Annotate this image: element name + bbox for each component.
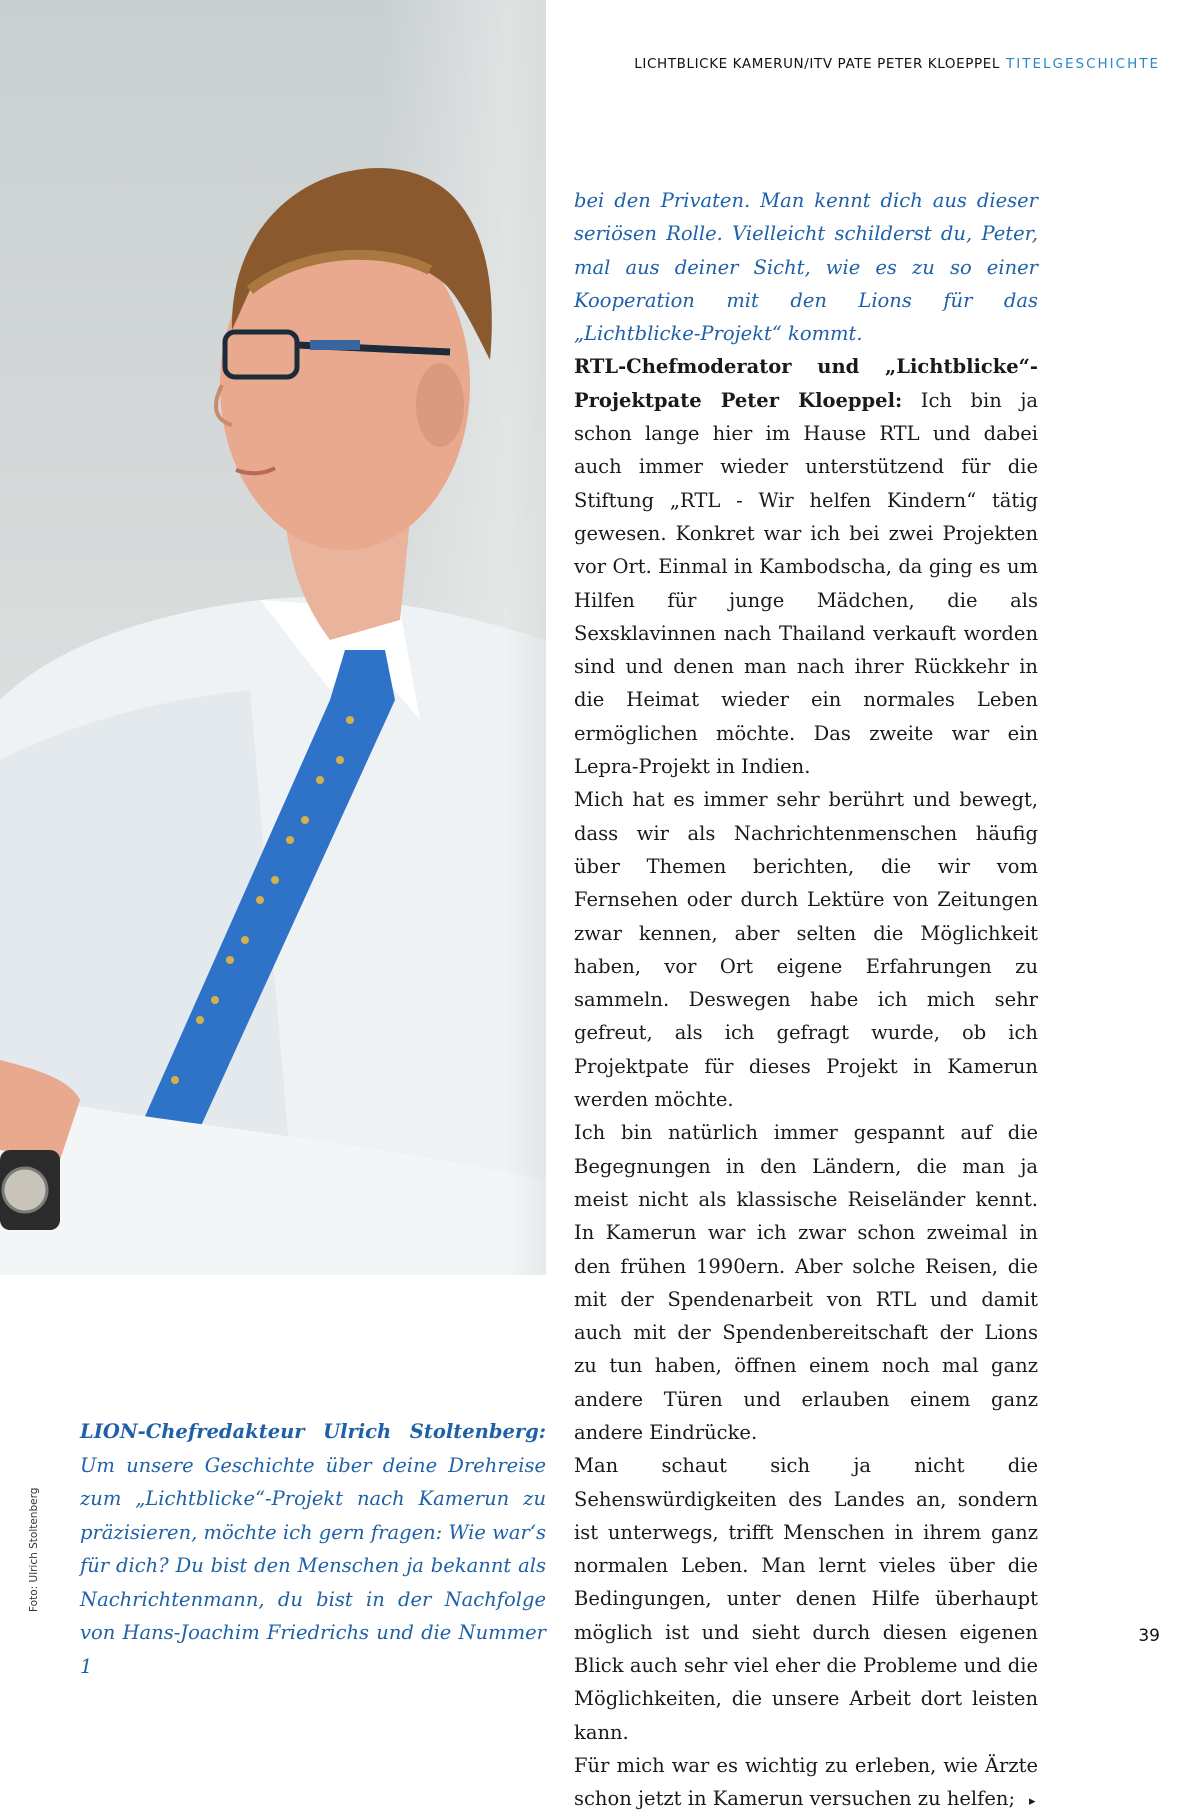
person-illustration — [0, 0, 546, 1275]
page-number: 39 — [1138, 1626, 1160, 1646]
section-label: TITELGESCHICHTE — [1006, 56, 1160, 72]
portrait-photo — [0, 0, 546, 1275]
running-title: LICHTBLICKE KAMERUN/ITV PATE PETER KLOEPPEL — [634, 56, 1000, 72]
photo-credit: Foto: Ulrich Stoltenberg — [28, 1487, 40, 1612]
continue-arrow-icon: ▸ — [1029, 1794, 1036, 1810]
question-continuation: bei den Privaten. Man kennt dich aus dieser seriösen Rolle. Vielleicht schilderst du, Peter, mal aus deiner Sicht, wie es zu so einer Kooperation mit den Lions für das „Lichtblicke-Projekt“ kommt. — [574, 189, 1038, 346]
answer-speaker: RTL-Chefmoderator und „Lichtblicke“-Projektpate Peter Kloeppel: — [574, 355, 1038, 412]
body-paragraph-last — [574, 1749, 1038, 1819]
body-paragraph: Mich hat es immer sehr berührt und bewegt, dass wir als Nachrichtenmenschen häufig über Themen berichten, die wir vom Fernsehen oder durch Lektüre von Zeitungen zwar kennen, aber selten die Möglichkeit haben, vor Ort eigene Erfahrungen zu sammeln. Deswegen habe ich mich sehr gefreut, als ich gefragt wurde, ob ich Projektpate für dieses Projekt in Kamerun werden möchte. — [574, 788, 1038, 1112]
article-column — [574, 184, 1038, 1819]
body-paragraph: Man schaut sich ja nicht die Sehenswürdigkeiten des Landes an, sondern ist unterwegs, trifft Menschen in ihrem ganz normalen Leben. Man lernt vieles über die Bedingungen, unter denen Hilfe überhaupt möglich ist und sieht durch diesen eigenen Blick auch sehr viel eher die Probleme und die Möglichkeiten, die unsere Arbeit dort leisten kann. — [574, 1454, 1038, 1744]
answer-text: Ich bin ja schon lange hier im Hause RTL und dabei auch immer wieder unterstützend für die Stiftung „RTL - Wir helfen Kindern“ tätig gewesen. Konkret war ich bei zwei Projekten vor Ort. Einmal in Kambodscha, da ging es um Hilfen für junge Mädchen, die als Sexsklavinnen nach Thailand verkauft worden sind und denen man nach ihrer Rückkehr in die Heimat wieder ein normales Leben ermöglichen möchte. Das zweite war ein Lepra-Projekt in Indien. — [574, 388, 1038, 779]
running-header — [634, 56, 1160, 72]
interview-question — [80, 1415, 546, 1683]
body-paragraph: Ich bin natürlich immer gespannt auf die Begegnungen in den Ländern, die man ja meist nicht als klassische Reiseländer kennt. In Kamerun war ich zwar schon zweimal in den frühen 1990ern. Aber solche Reisen, die mit der Spendenarbeit von RTL und damit auch mit der Spendenbereitschaft der Lions zu tun haben, öffnen einem noch mal ganz andere Türen und erlauben einem ganz andere Eindrücke. — [574, 1121, 1038, 1444]
question-text: Um unsere Geschichte über deine Drehreise zum „Lichtblicke“-Projekt nach Kamerun zu präzisieren, möchte ich gern fragen: Wie war‘s für dich? Du bist den Menschen ja bekannt als Nachrichtenmann, du bist in der Nachfolge von Hans-Joachim Friedrichs und die Nummer 1 — [80, 1453, 546, 1678]
answer-paragraph — [574, 350, 1038, 783]
last-paragraph-text: Für mich war es wichtig zu erleben, wie Ärzte schon jetzt in Kamerun versuchen zu helfen; — [574, 1753, 1038, 1811]
photo-edge — [506, 0, 546, 1275]
question-speaker: LION-Chefredakteur Ulrich Stoltenberg: — [80, 1420, 546, 1443]
